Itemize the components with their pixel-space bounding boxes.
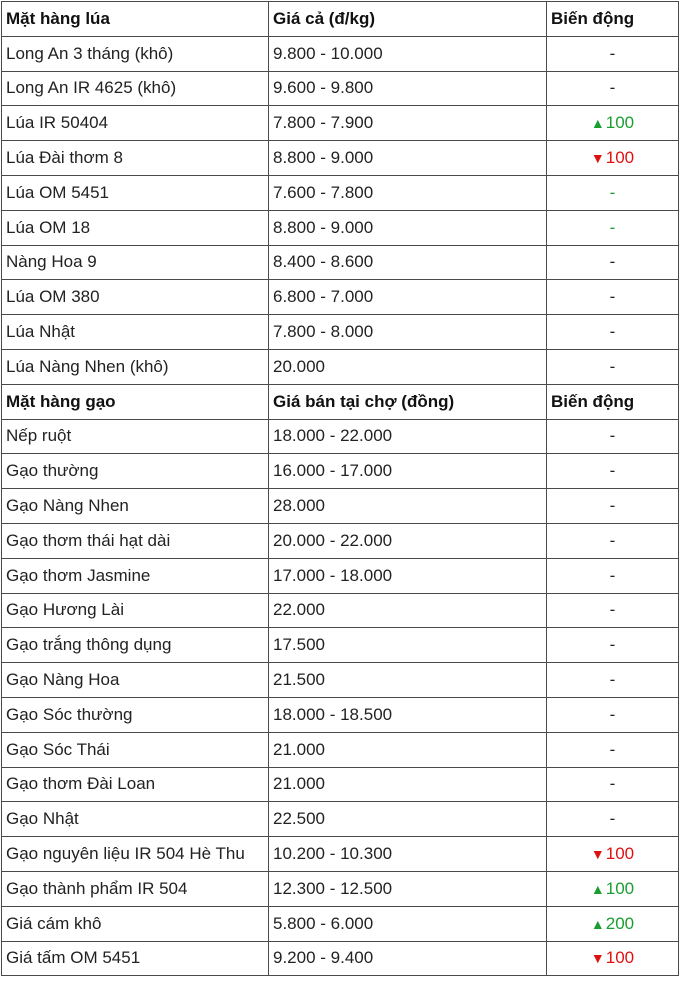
item-price: 22.000 (269, 593, 547, 628)
up-arrow-icon: ▲ (590, 915, 605, 932)
change-value: - (609, 182, 616, 202)
item-price: 21.000 (269, 732, 547, 767)
table-row (2, 767, 679, 802)
change-value: - (609, 287, 616, 307)
up-arrow-icon: ▲ (590, 880, 605, 897)
item-name: Gạo thơm Đài Loan (2, 767, 269, 802)
change-value: - (609, 530, 616, 550)
item-name: Gạo Hương Lài (2, 593, 269, 628)
price-table (1, 1, 679, 976)
item-price: 8.400 - 8.600 (269, 245, 547, 280)
table-row (2, 837, 679, 872)
table-row (2, 106, 679, 141)
table-row (2, 349, 679, 384)
item-price: 9.600 - 9.800 (269, 71, 547, 106)
table-row (2, 141, 679, 176)
item-name: Giá cám khô (2, 906, 269, 941)
change-cell (547, 141, 679, 176)
change-value: - (609, 426, 616, 446)
item-name: Gạo thơm Jasmine (2, 558, 269, 593)
paddy-header-price: Giá cả (đ/kg) (269, 2, 547, 37)
change-cell (547, 697, 679, 732)
up-arrow-icon: ▲ (590, 115, 605, 132)
change-cell (547, 871, 679, 906)
table-row (2, 941, 679, 976)
change-cell (547, 593, 679, 628)
table-row (2, 245, 679, 280)
item-price: 20.000 (269, 349, 547, 384)
change-value: - (609, 43, 616, 63)
paddy-header-item: Mặt hàng lúa (2, 2, 269, 37)
change-cell (547, 175, 679, 210)
change-cell (547, 558, 679, 593)
item-price: 28.000 (269, 489, 547, 524)
change-cell (547, 837, 679, 872)
item-name: Lúa Nhật (2, 315, 269, 350)
change-value: - (609, 322, 616, 342)
change-cell (547, 767, 679, 802)
change-value: - (609, 809, 616, 829)
item-price: 10.200 - 10.300 (269, 837, 547, 872)
change-cell (547, 732, 679, 767)
table-row (2, 71, 679, 106)
rice-header-row (2, 384, 679, 419)
item-price: 16.000 - 17.000 (269, 454, 547, 489)
item-name: Long An 3 tháng (khô) (2, 36, 269, 71)
change-value: 100 (605, 948, 635, 968)
rice-header-item: Mặt hàng gạo (2, 384, 269, 419)
table-row (2, 593, 679, 628)
change-value: - (609, 635, 616, 655)
item-name: Lúa IR 50404 (2, 106, 269, 141)
item-price: 9.200 - 9.400 (269, 941, 547, 976)
item-price: 8.800 - 9.000 (269, 210, 547, 245)
item-price: 7.800 - 8.000 (269, 315, 547, 350)
item-name: Nàng Hoa 9 (2, 245, 269, 280)
item-name: Lúa Nàng Nhen (khô) (2, 349, 269, 384)
item-price: 21.500 (269, 663, 547, 698)
item-name: Gạo nguyên liệu IR 504 Hè Thu (2, 837, 269, 872)
paddy-header-row (2, 2, 679, 37)
item-price: 5.800 - 6.000 (269, 906, 547, 941)
table-row (2, 697, 679, 732)
change-value: - (609, 252, 616, 272)
change-value: - (609, 739, 616, 759)
item-name: Lúa OM 18 (2, 210, 269, 245)
table-row (2, 280, 679, 315)
table-row (2, 871, 679, 906)
table-row (2, 802, 679, 837)
item-name: Gạo Nàng Nhen (2, 489, 269, 524)
item-name: Nếp ruột (2, 419, 269, 454)
table-row (2, 454, 679, 489)
change-cell (547, 210, 679, 245)
change-cell (547, 489, 679, 524)
change-cell (547, 106, 679, 141)
item-price: 8.800 - 9.000 (269, 141, 547, 176)
change-cell (547, 941, 679, 976)
item-name: Lúa OM 5451 (2, 175, 269, 210)
item-price: 6.800 - 7.000 (269, 280, 547, 315)
change-value: - (609, 356, 616, 376)
table-row (2, 36, 679, 71)
table-row (2, 558, 679, 593)
table-row (2, 732, 679, 767)
item-price: 18.000 - 22.000 (269, 419, 547, 454)
table-row (2, 523, 679, 558)
change-cell (547, 454, 679, 489)
item-name: Lúa OM 380 (2, 280, 269, 315)
change-value: - (609, 217, 616, 237)
item-price: 7.600 - 7.800 (269, 175, 547, 210)
change-cell (547, 802, 679, 837)
rice-header-price: Giá bán tại chợ (đồng) (269, 384, 547, 419)
change-value: - (609, 670, 616, 690)
change-value: 100 (605, 148, 635, 168)
table-row (2, 175, 679, 210)
item-name: Gạo Nhật (2, 802, 269, 837)
table-row (2, 489, 679, 524)
item-price: 22.500 (269, 802, 547, 837)
change-cell (547, 628, 679, 663)
item-name: Long An IR 4625 (khô) (2, 71, 269, 106)
change-cell (547, 663, 679, 698)
item-price: 20.000 - 22.000 (269, 523, 547, 558)
change-value: - (609, 78, 616, 98)
change-value: - (609, 600, 616, 620)
change-cell (547, 71, 679, 106)
item-name: Giá tấm OM 5451 (2, 941, 269, 976)
item-price: 12.300 - 12.500 (269, 871, 547, 906)
item-name: Gạo trắng thông dụng (2, 628, 269, 663)
change-cell (547, 245, 679, 280)
change-value: - (609, 461, 616, 481)
item-price: 18.000 - 18.500 (269, 697, 547, 732)
change-cell (547, 906, 679, 941)
change-value: - (609, 774, 616, 794)
change-cell (547, 315, 679, 350)
change-cell (547, 523, 679, 558)
item-price: 17.000 - 18.000 (269, 558, 547, 593)
table-row (2, 906, 679, 941)
item-price: 17.500 (269, 628, 547, 663)
rice-header-change: Biến động (547, 384, 679, 419)
change-value: 200 (605, 913, 635, 933)
change-value: 100 (605, 844, 635, 864)
item-name: Gạo Sóc thường (2, 697, 269, 732)
item-name: Gạo Nàng Hoa (2, 663, 269, 698)
change-cell (547, 280, 679, 315)
item-name: Gạo thơm thái hạt dài (2, 523, 269, 558)
price-table-body (2, 2, 679, 976)
table-row (2, 210, 679, 245)
change-cell (547, 419, 679, 454)
item-name: Gạo Sóc Thái (2, 732, 269, 767)
table-row (2, 315, 679, 350)
down-arrow-icon: ▼ (590, 950, 605, 967)
change-cell (547, 36, 679, 71)
table-row (2, 419, 679, 454)
item-name: Lúa Đài thơm 8 (2, 141, 269, 176)
item-name: Gạo thành phẩm IR 504 (2, 871, 269, 906)
paddy-header-change: Biến động (547, 2, 679, 37)
item-name: Gạo thường (2, 454, 269, 489)
down-arrow-icon: ▼ (590, 846, 605, 863)
change-value: 100 (605, 113, 635, 133)
table-row (2, 628, 679, 663)
table-row (2, 663, 679, 698)
down-arrow-icon: ▼ (590, 150, 605, 167)
change-value: - (609, 704, 616, 724)
item-price: 21.000 (269, 767, 547, 802)
change-value: - (609, 565, 616, 585)
item-price: 9.800 - 10.000 (269, 36, 547, 71)
change-value: - (609, 496, 616, 516)
change-cell (547, 349, 679, 384)
item-price: 7.800 - 7.900 (269, 106, 547, 141)
change-value: 100 (605, 878, 635, 898)
